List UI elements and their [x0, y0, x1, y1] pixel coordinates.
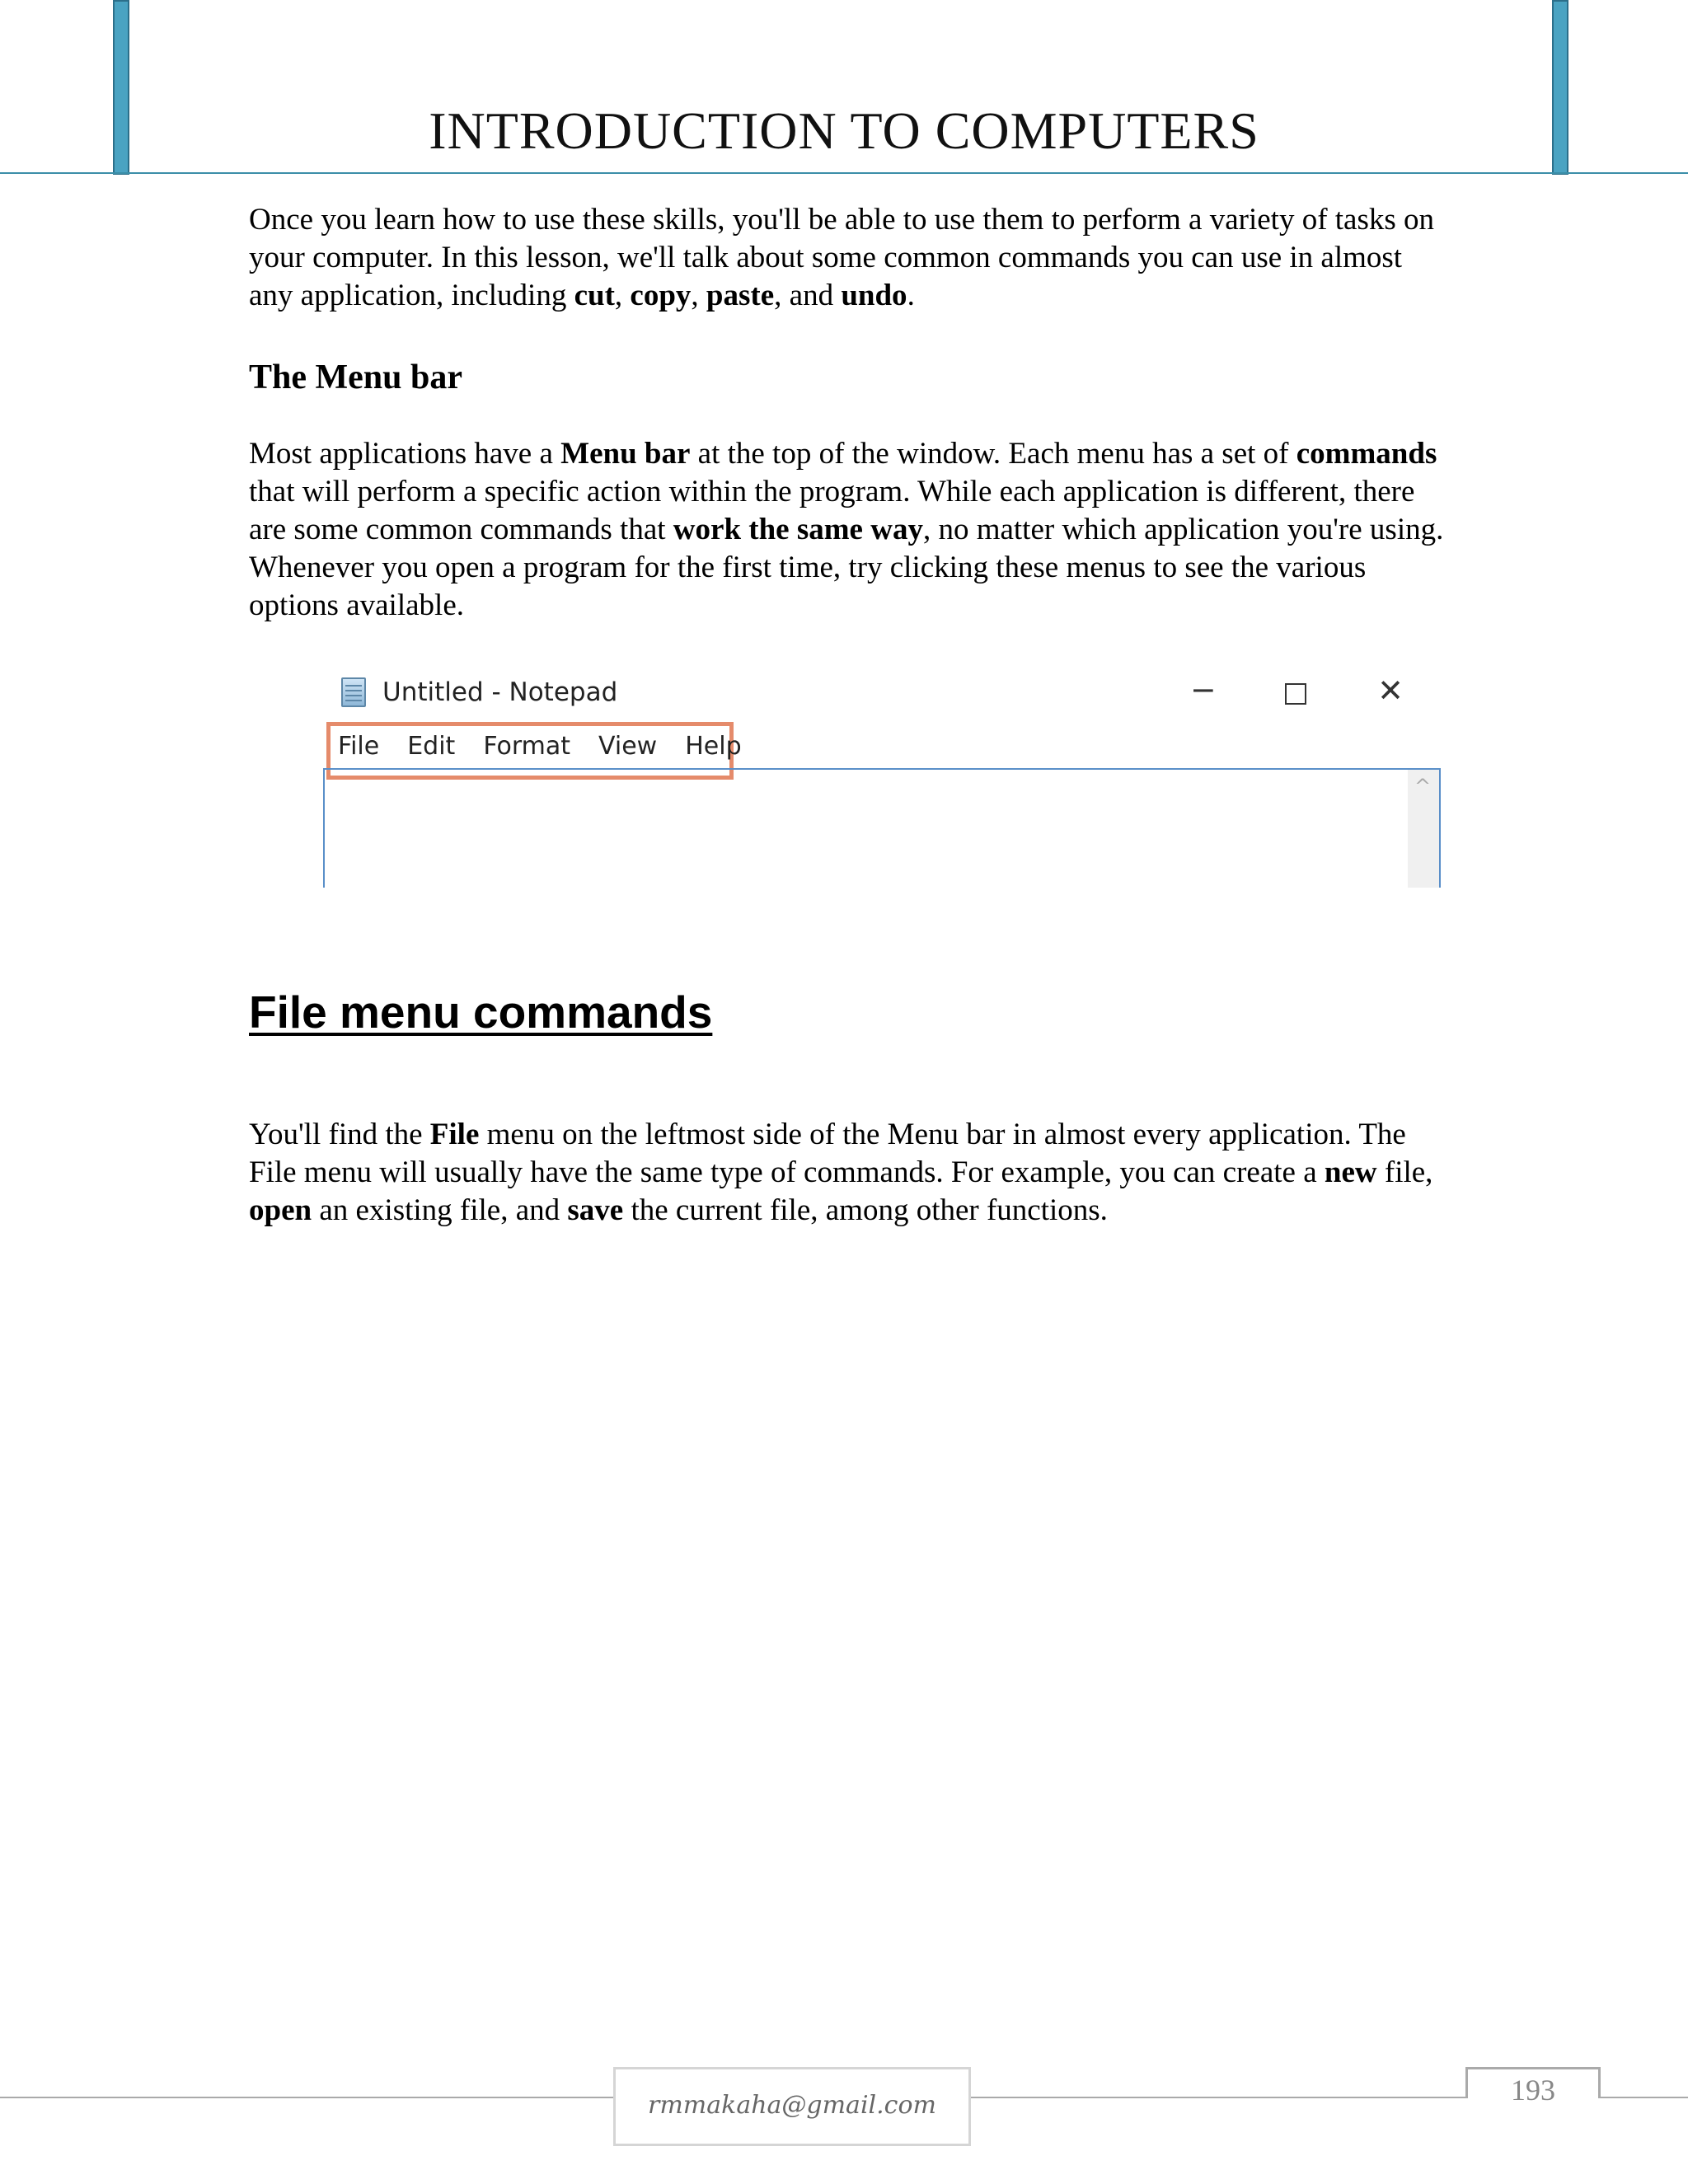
term-commands: commands — [1296, 437, 1437, 471]
header-rule — [0, 172, 1688, 174]
menu-bar-paragraph — [249, 435, 1452, 625]
notepad-menu-bar — [338, 732, 770, 761]
menu-bar-heading: The Menu bar — [249, 359, 463, 396]
term-open: open — [249, 1193, 312, 1227]
term-undo: undo — [841, 279, 907, 312]
page-header-title: INTRODUCTION TO COMPUTERS — [429, 101, 1259, 160]
menu-text-2: at the top of the window. Each menu has a set of — [690, 437, 1296, 471]
page-number-tab — [1465, 2067, 1601, 2107]
term-copy: copy — [630, 279, 692, 312]
file-text-2: menu on the leftmost side of the Menu bar in almost every application. The File menu will usually have the same type of commands. For example, you can create a — [249, 1118, 1406, 1189]
maximize-icon[interactable] — [1285, 683, 1306, 705]
intro-end: . — [907, 279, 915, 312]
intro-sep-3: , and — [774, 279, 842, 312]
file-menu-heading: File menu commands — [249, 987, 713, 1038]
term-work-same-way: work the same way — [673, 513, 923, 546]
intro-paragraph — [249, 201, 1452, 315]
menu-text-1: Most applications have a — [249, 437, 561, 471]
notepad-icon — [341, 677, 366, 707]
scroll-up-icon[interactable]: ^ — [1414, 775, 1432, 798]
menu-format[interactable]: Format — [483, 732, 571, 761]
intro-sep-1: , — [614, 279, 631, 312]
file-menu-paragraph — [249, 1116, 1452, 1230]
file-text-4: an existing file, and — [312, 1193, 568, 1227]
term-new: new — [1324, 1155, 1377, 1189]
menu-text-4: , no matter which application you're using. Whenever you open a program for the first time, try clicking these menus to see the various options available. — [249, 513, 1444, 622]
notepad-screenshot — [323, 669, 1441, 888]
term-cut: cut — [574, 279, 615, 312]
footer-email: rmmakaha@gmail.com — [648, 2091, 936, 2120]
notepad-text-area[interactable] — [323, 768, 1441, 888]
file-text-1: You'll find the — [249, 1118, 430, 1151]
term-paste: paste — [706, 279, 775, 312]
file-text-5: the current file, among other functions. — [623, 1193, 1108, 1227]
term-menu-bar: Menu bar — [560, 437, 691, 471]
menu-help[interactable]: Help — [685, 732, 742, 761]
menu-view[interactable]: View — [598, 732, 658, 761]
close-icon[interactable]: ✕ — [1377, 673, 1404, 709]
minimize-icon[interactable]: ─ — [1193, 673, 1213, 709]
term-file: File — [429, 1118, 480, 1151]
menu-text-3: that will perform a specific action within the program. While each application is different, there are some common commands that — [249, 475, 1415, 546]
intro-text: Once you learn how to use these skills, you'll be able to use them to perform a variety of tasks on your computer. In this lesson, we'll talk about some common commands you can use in almost any application, including — [249, 203, 1435, 312]
notepad-window-title: Untitled - Notepad — [382, 677, 618, 707]
footer-email-box — [613, 2067, 971, 2146]
notepad-scrollbar[interactable] — [1408, 770, 1439, 888]
page-number: 193 — [1511, 2074, 1555, 2107]
file-text-3: file, — [1376, 1155, 1433, 1189]
term-save: save — [567, 1193, 624, 1227]
menu-edit[interactable]: Edit — [407, 732, 456, 761]
intro-sep-2: , — [691, 279, 706, 312]
menu-file[interactable]: File — [338, 732, 380, 761]
